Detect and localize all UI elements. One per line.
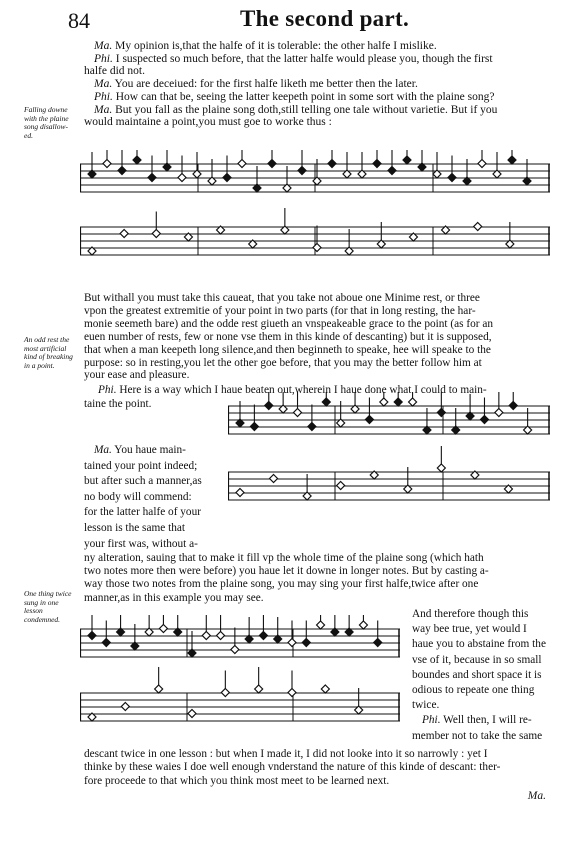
note — [508, 156, 516, 164]
note — [102, 639, 110, 647]
note — [178, 174, 186, 182]
margin-note-twice-sung: One thing twice sung in one lesson condemned. — [24, 589, 72, 624]
line-text: I suspected so much before, that the latter halfe would please you, though the first — [115, 52, 493, 65]
text-line: way those two notes from the plaine song, you may sing your first halfe,twice after one — [84, 578, 479, 591]
note — [380, 398, 388, 406]
speaker-label: Phi. — [422, 714, 441, 727]
text-line — [412, 608, 528, 621]
text-line: manner,as in this example you may see. — [84, 591, 264, 604]
text-line: taine the point. — [84, 398, 152, 410]
text-line — [422, 714, 532, 727]
note — [121, 703, 129, 711]
line-text: way bee true, yet would I — [412, 623, 527, 636]
text-line: purpose: so in resting,you let the other goe before, that you may the better follow him at — [84, 356, 482, 369]
note — [221, 689, 229, 697]
note — [288, 639, 296, 647]
note — [259, 632, 267, 640]
line-text: but after such a manner,as — [84, 475, 202, 488]
speaker-label: Ma. — [94, 103, 113, 116]
text-line — [94, 53, 493, 66]
note — [231, 646, 239, 654]
note — [223, 174, 231, 182]
staff — [80, 615, 400, 657]
line-text: How can that be, seeing the latter keepeth point in some sort with the plaine song? — [115, 90, 495, 103]
speaker-label: Phi. — [94, 52, 113, 65]
note — [155, 685, 163, 693]
note — [188, 710, 196, 718]
text-line — [94, 40, 437, 53]
note — [270, 475, 278, 483]
text-line — [84, 65, 145, 78]
line-text: no body will commend: — [84, 490, 192, 503]
staff — [80, 150, 550, 192]
note — [448, 174, 456, 182]
note — [120, 230, 128, 238]
note — [317, 621, 325, 629]
line-text: And therefore though this — [412, 608, 529, 620]
margin-note-falling: Falling downe with the plaine song disallow-ed. — [24, 105, 69, 140]
line-text: You are deceiued: for the first halfe liketh me better then the later. — [114, 78, 418, 91]
line-text: your first was, without a- — [84, 537, 198, 550]
note — [265, 402, 273, 410]
music-score-3 — [80, 615, 400, 750]
text-line — [94, 91, 495, 104]
text-line: two notes more then were before) you haue let it downe in longer notes. But by casting a- — [84, 565, 489, 578]
text-line — [84, 116, 332, 129]
note — [152, 230, 160, 238]
staff — [228, 392, 550, 434]
text-line — [94, 104, 497, 117]
music-score-2 — [228, 392, 550, 530]
text-line: But withall you must take this caueat, that you take not aboue one Minime rest, or three — [84, 292, 480, 304]
note — [148, 174, 156, 182]
text-line — [84, 538, 198, 551]
note — [495, 409, 503, 417]
text-line: euen number of rests, few or none vse them in this kinde of descanting) but it is supposed, — [84, 330, 492, 343]
text-line — [412, 669, 542, 682]
note — [437, 409, 445, 417]
line-text: You haue main- — [114, 444, 186, 456]
line-text: tained your point indeed; — [84, 459, 198, 472]
line-text: member not to take the same — [412, 729, 543, 742]
note — [509, 402, 517, 410]
note — [294, 409, 302, 417]
line-text: twice. — [412, 699, 440, 712]
note — [359, 621, 367, 629]
line-text: My opinion is,that the halfe of it is tolerable: the other halfe I mislike. — [115, 40, 437, 52]
staff — [80, 208, 550, 255]
note — [478, 160, 486, 168]
text-line: that when a man keepeth long silence,and then beginneth to speake, hee will speake to the — [84, 343, 491, 356]
text-line: your ease and pleasure. — [84, 369, 190, 382]
line-text: haue you to abstaine from the — [412, 638, 546, 651]
text-line — [412, 730, 542, 743]
note — [373, 160, 381, 168]
text-line: vpon the greatest extremitie of your point in two parts (for that in long resting, the har- — [84, 304, 476, 317]
note — [409, 398, 417, 406]
note — [236, 489, 244, 497]
text-line — [84, 460, 197, 473]
text-line: ny alteration, sauing that to make it fill vp the whole time of the plaine song (which hath — [84, 552, 484, 564]
text-line: thinke by these waies I doe well enough vnderstand the nature of this kinde of descant: ther- — [84, 761, 501, 774]
note — [313, 244, 321, 252]
music-example-3 — [80, 615, 400, 750]
note — [388, 167, 396, 175]
note — [403, 156, 411, 164]
text-line — [412, 623, 527, 636]
note — [298, 167, 306, 175]
staff — [80, 667, 400, 721]
speaker-label: Phi. — [94, 90, 113, 103]
note — [133, 156, 141, 164]
line-text: halfe did not. — [84, 65, 145, 78]
text-line: fore proceede to that which you think most meet to be learned next. — [84, 774, 390, 787]
note — [159, 625, 167, 633]
staff — [228, 446, 550, 500]
line-text: for the latter halfe of your — [84, 506, 201, 519]
note — [437, 464, 445, 472]
catchword: Ma. — [527, 790, 546, 802]
text-line — [84, 491, 192, 504]
note — [321, 685, 329, 693]
text-line — [84, 522, 185, 535]
note — [255, 685, 263, 693]
line-text: vse of it, because in so small — [412, 653, 542, 666]
music-example-1 — [80, 150, 550, 282]
note — [480, 416, 488, 424]
page-number: 84 — [68, 8, 90, 33]
speaker-label: Ma. — [94, 444, 112, 456]
speaker-label: Ma. — [94, 78, 113, 91]
text-line — [94, 444, 186, 457]
note — [474, 223, 482, 231]
running-head: The second part. — [240, 6, 410, 31]
note — [250, 423, 258, 431]
line-text: boundes and short space it is — [412, 668, 542, 681]
note — [365, 416, 373, 424]
margin-note-odd-rest: An odd rest the most artificial kind of breaking in a point. — [24, 335, 73, 370]
line-text: lesson is the same that — [84, 522, 186, 534]
line-text: would maintaine a point,you must goe to worke thus : — [84, 116, 332, 129]
note — [337, 482, 345, 490]
text-line: monie seemeth bare) and the odde rest giueth an vnspeakeable grace to the point (as for an — [84, 317, 494, 330]
note — [308, 423, 316, 431]
music-score-1 — [80, 150, 550, 282]
text-line — [412, 654, 542, 667]
line-text: But you fall as the plaine song doth,still telling one tale without varietie. But if you — [115, 103, 498, 116]
line-text: Here is a way which I haue beaten out,wherein I haue done what I could to main- — [119, 384, 487, 396]
line-text: odious to repeate one thing — [412, 684, 535, 696]
note — [88, 632, 96, 640]
text-line: descant twice in one lesson : but when I made it, I did not looke into it so narrowly : yet I — [84, 748, 488, 760]
note — [217, 632, 225, 640]
line-text: Well then, I will re- — [443, 714, 532, 727]
note — [374, 639, 382, 647]
speaker-label: Ma. — [94, 40, 113, 52]
speaker-label: Phi. — [98, 384, 117, 396]
text-line — [84, 475, 202, 488]
note — [202, 632, 210, 640]
text-line — [412, 684, 534, 697]
note — [394, 398, 402, 406]
note — [328, 160, 336, 168]
note — [288, 689, 296, 697]
note — [322, 398, 330, 406]
music-example-2 — [228, 392, 550, 530]
note — [103, 160, 111, 168]
note — [268, 160, 276, 168]
note — [238, 160, 246, 168]
text-line — [94, 78, 418, 91]
note — [118, 167, 126, 175]
note — [302, 639, 310, 647]
text-line — [84, 506, 201, 519]
text-line — [412, 699, 439, 712]
text-line — [412, 638, 546, 651]
